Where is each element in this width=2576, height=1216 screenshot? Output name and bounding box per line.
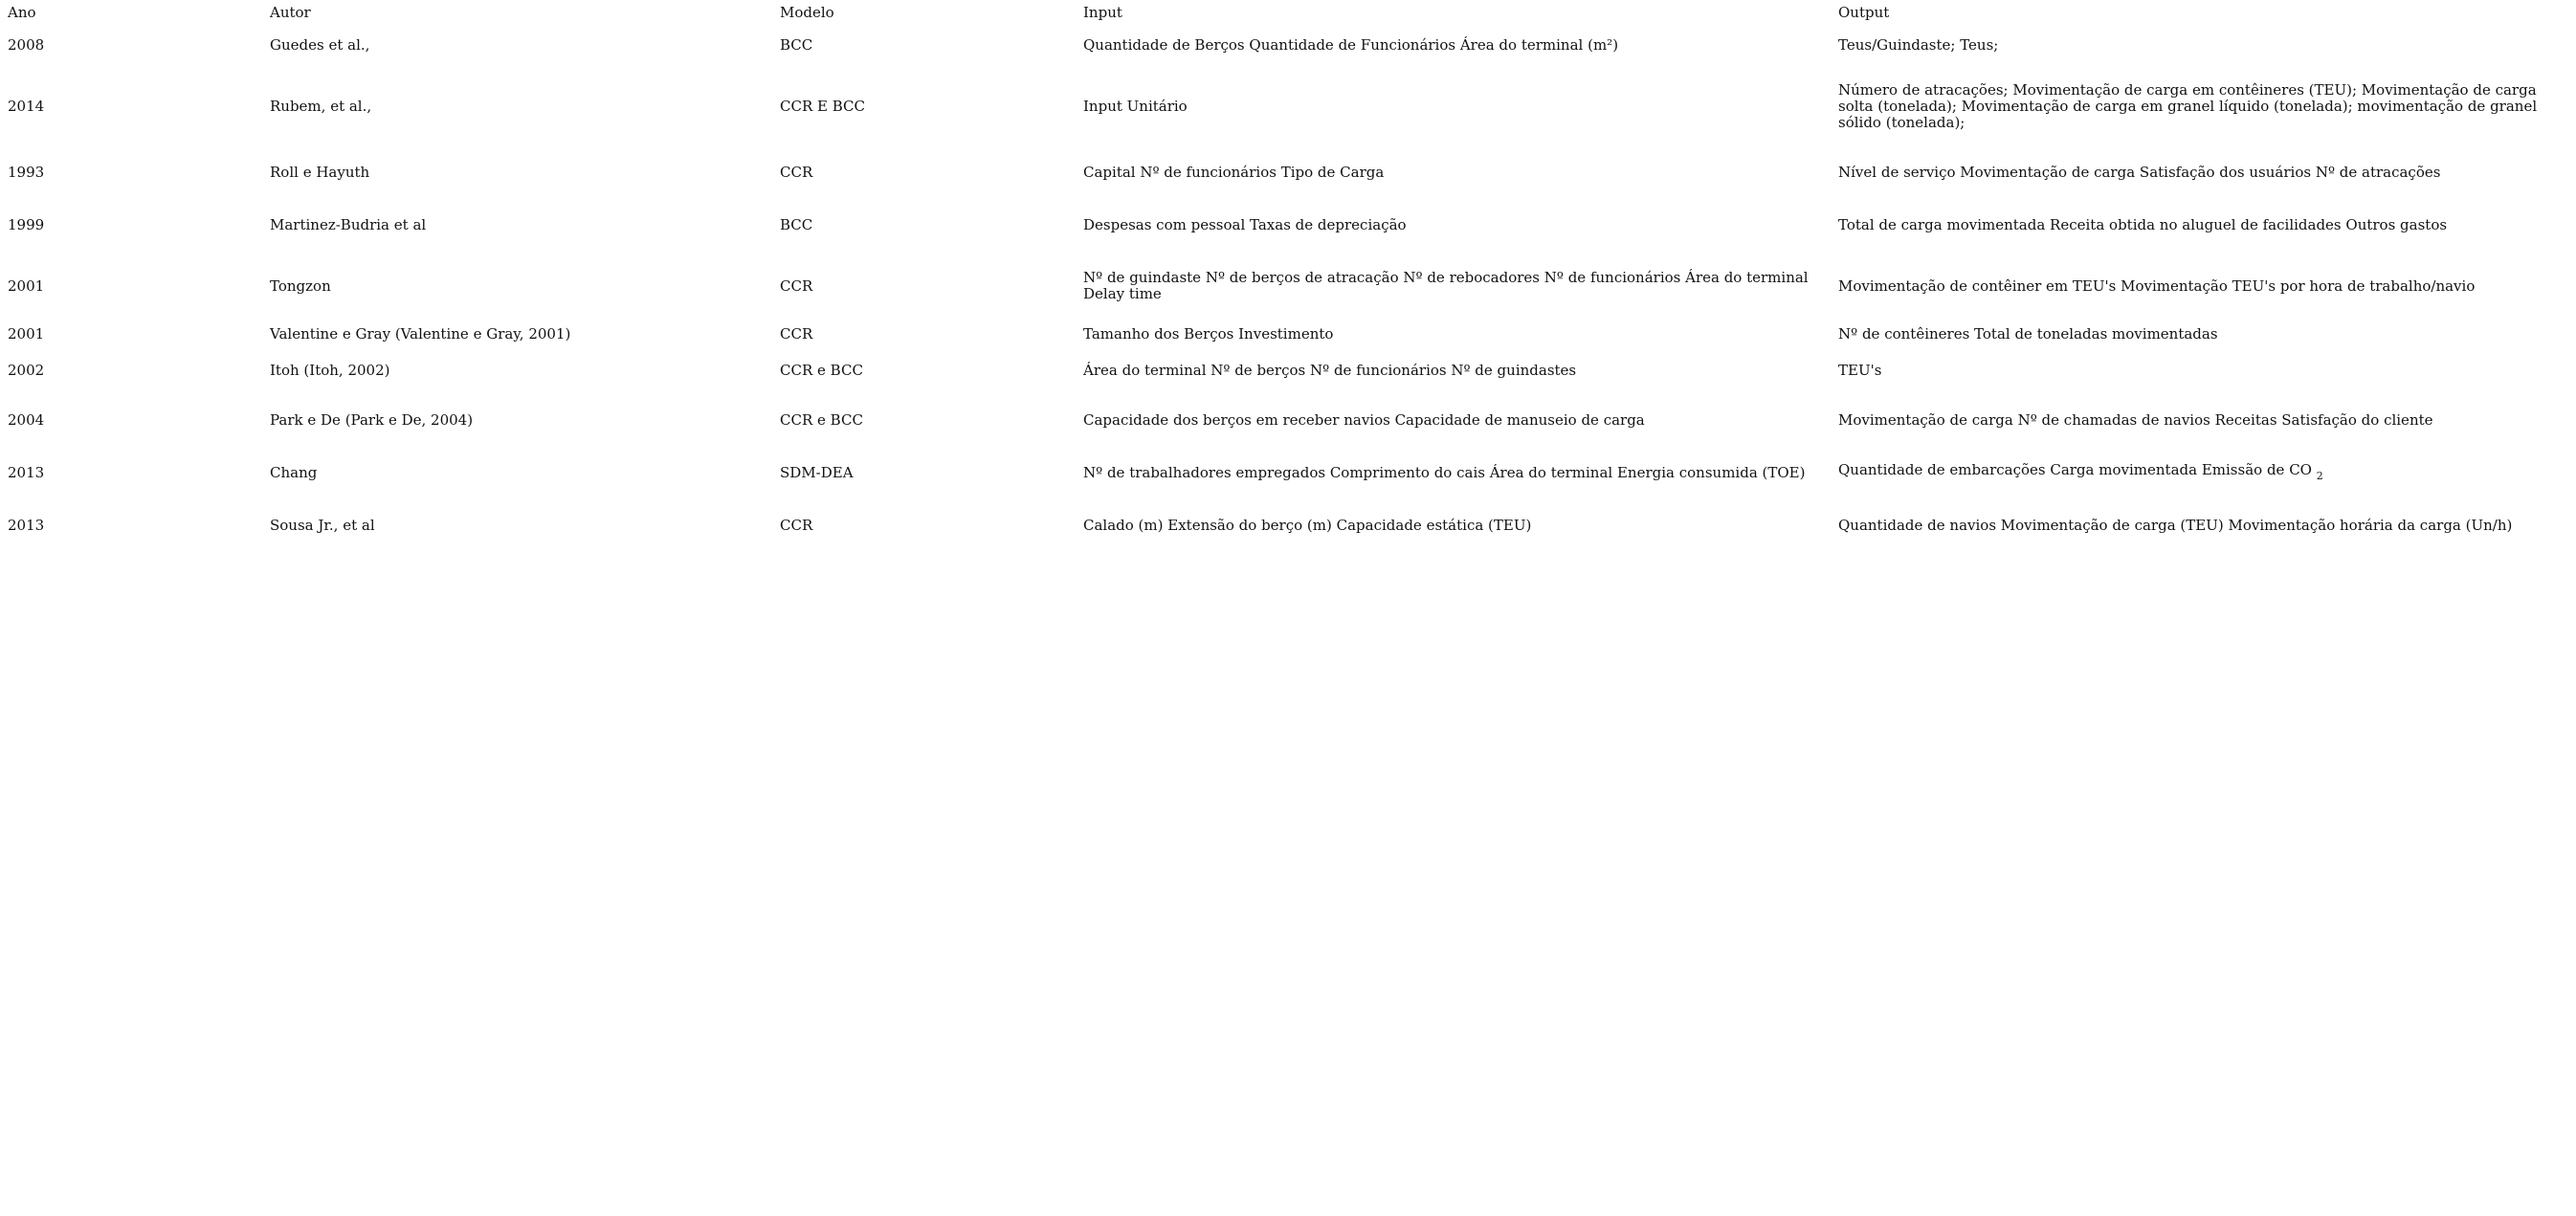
cell-autor: Itoh (Itoh, 2002) [270, 361, 390, 379]
cell-output: Nº de contêineres Total de toneladas movimentadas [1838, 324, 2218, 343]
cell-modelo: SDM-DEA [780, 463, 854, 481]
cell-modelo: BCC [780, 36, 813, 54]
header-modelo: Modelo [780, 3, 834, 21]
cell-output: Total de carga movimentada Receita obtida no aluguel de facilidades Outros gastos [1838, 215, 2448, 233]
cell-autor: Rubem, et al., [270, 97, 372, 115]
cell-output: Movimentação de contêiner em TEU's Movimentação TEU's por hora de trabalho/navio [1838, 276, 2476, 295]
cell-autor: Tongzon [270, 276, 331, 295]
table-row [0, 446, 2576, 499]
header-ano: Ano [8, 3, 36, 21]
cell-input: Capital Nº de funcionários Tipo de Carga [1083, 164, 1385, 181]
cell-input: Capacidade dos berços em receber navios Capacidade de manuseio de carga [1083, 410, 1645, 429]
cell-modelo: CCR [780, 516, 813, 534]
literature-table [0, 0, 2576, 551]
cell-modelo: CCR [780, 164, 813, 181]
cell-autor: Chang [270, 463, 318, 481]
table-row [0, 25, 2576, 66]
cell-modelo: CCR [780, 276, 813, 295]
cell-output: Teus/Guindaste; Teus; [1838, 36, 1999, 54]
cell-autor: Martinez-Budria et al [270, 215, 427, 233]
table-row [0, 251, 2576, 321]
cell-modelo: BCC [780, 215, 813, 233]
cell-input: Calado (m) Extensão do berço (m) Capacidade estática (TEU) [1083, 516, 1532, 534]
cell-output: Número de atracações; Movimentação de carga em contêineres (TEU); Movimentação de carga solta (tonelada); Movimentação de carga em granel líquido (tonelada); movimentação de granel sólido (tonelada); [1838, 80, 2538, 131]
cell-input: Nº de guindaste Nº de berços de atracação Nº de rebocadores Nº de funcionários Área do terminal Delay time [1083, 269, 1809, 302]
table-row [0, 499, 2576, 551]
cell-ano: 1993 [8, 164, 45, 181]
cell-autor: Park e De (Park e De, 2004) [270, 410, 474, 429]
cell-input: Tamanho dos Berços Investimento [1083, 324, 1334, 343]
cell-ano: 2004 [8, 410, 45, 429]
cell-modelo: CCR e BCC [780, 361, 863, 379]
cell-ano: 2008 [8, 36, 45, 54]
table-row [0, 346, 2576, 394]
cell-ano: 2002 [8, 361, 45, 379]
cell-ano: 2014 [8, 97, 45, 115]
cell-ano: 2013 [8, 463, 45, 481]
cell-output [1831, 446, 2576, 499]
header-autor: Autor [270, 3, 311, 21]
cell-output: Quantidade de navios Movimentação de carga (TEU) Movimentação horária da carga (Un/h) [1838, 516, 2513, 534]
cell-ano: 2013 [8, 516, 45, 534]
header-input: Input [1083, 3, 1122, 21]
cell-input: Input Unitário [1083, 97, 1188, 115]
cell-input: Nº de trabalhadores empregados Comprimento do cais Área do terminal Energia consumida (TOE) [1083, 463, 1806, 481]
table-row [0, 199, 2576, 251]
cell-output-subscript: 2 [2316, 469, 2323, 482]
cell-output: Movimentação de carga Nº de chamadas de navios Receitas Satisfação do cliente [1838, 410, 2433, 429]
cell-ano: 2001 [8, 324, 45, 343]
cell-input: Área do terminal Nº de berços Nº de funcionários Nº de guindastes [1083, 361, 1577, 379]
table-row [0, 321, 2576, 346]
cell-modelo: CCR [780, 324, 813, 343]
cell-output: TEU's [1838, 361, 1882, 379]
cell-input: Quantidade de Berços Quantidade de Funcionários Área do terminal (m²) [1083, 36, 1619, 54]
cell-autor: Roll e Hayuth [270, 164, 370, 181]
table-row [0, 146, 2576, 199]
cell-autor: Guedes et al., [270, 36, 370, 54]
cell-autor: Sousa Jr., et al [270, 516, 375, 534]
cell-modelo: CCR e BCC [780, 410, 863, 429]
cell-ano: 2001 [8, 276, 45, 295]
cell-output: Nível de serviço Movimentação de carga Satisfação dos usuários Nº de atracações [1838, 164, 2441, 181]
cell-autor: Valentine e Gray (Valentine e Gray, 2001) [270, 324, 571, 343]
table-header-row [0, 0, 2576, 25]
cell-ano: 1999 [8, 215, 45, 233]
cell-modelo: CCR E BCC [780, 97, 865, 115]
table-row [0, 66, 2576, 146]
cell-output-text: Quantidade de embarcações Carga movimentada Emissão de CO [1838, 460, 2317, 478]
table-row [0, 394, 2576, 446]
cell-input: Despesas com pessoal Taxas de depreciação [1083, 215, 1407, 233]
header-output: Output [1838, 3, 1890, 21]
